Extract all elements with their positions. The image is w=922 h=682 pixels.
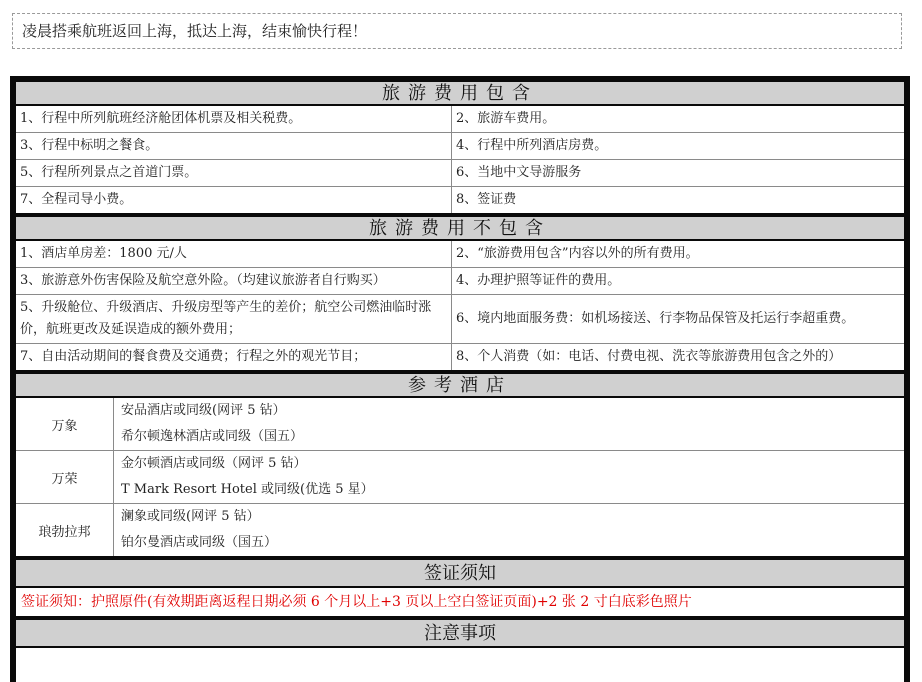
- hotel-options: [114, 398, 904, 450]
- table-row: [16, 160, 904, 187]
- excluded-item: 4、办理护照等证件的费用。: [456, 273, 621, 288]
- excluded-grid: [16, 241, 904, 370]
- included-header: 旅游费用包含: [16, 82, 904, 106]
- visa-requirements: 签证须知：护照原件(有效期距离返程日期必须 6 个月以上+3 页以上空白签证页面)+2 张 2 寸白底彩色照片: [16, 588, 904, 620]
- excluded-item: 3、旅游意外伤害保险及航空意外险。（均建议旅游者自行购买）: [16, 268, 452, 294]
- included-item: 2、旅游车费用。: [456, 111, 556, 126]
- included-item: 8、签证费: [456, 192, 517, 207]
- hotel-row: [16, 398, 904, 451]
- excluded-item: 7、自由活动期间的餐食费及交通费；行程之外的观光节目；: [16, 344, 452, 370]
- table-row: [16, 344, 904, 370]
- table-row: [16, 295, 904, 344]
- table-row: [16, 187, 904, 213]
- table-row: [16, 133, 904, 160]
- excluded-header: 旅游费用不包含: [16, 217, 904, 241]
- notes-header: 注意事项: [16, 620, 904, 648]
- hotels-grid: [16, 398, 904, 556]
- hotel-options: [114, 451, 904, 503]
- included-item: 6、当地中文导游服务: [456, 165, 582, 180]
- table-row: [16, 241, 904, 268]
- fee-table: [10, 76, 910, 682]
- included-item: 3、行程中标明之餐食。: [16, 133, 452, 159]
- hotel-option: 金尔顿酒店或同级（网评 5 钻）: [121, 456, 307, 471]
- excluded-item: 2、“旅游费用包含”内容以外的所有费用。: [456, 246, 699, 261]
- included-item: 1、行程中所列航班经济舱团体机票及相关税费。: [16, 106, 452, 132]
- visa-header: 签证须知: [16, 560, 904, 588]
- hotel-row: [16, 504, 904, 556]
- hotel-option: T Mark Resort Hotel 或同级(优选 5 星）: [121, 482, 374, 497]
- table-row: [16, 106, 904, 133]
- excluded-item: 1、酒店单房差：1800 元/人: [16, 241, 452, 267]
- hotels-header: 参考酒店: [16, 374, 904, 398]
- included-item: 5、行程所列景点之首道门票。: [16, 160, 452, 186]
- excluded-item: 6、境内地面服务费：如机场接送、行李物品保管及托运行李超重费。: [456, 311, 855, 326]
- hotel-row: [16, 451, 904, 504]
- included-grid: [16, 106, 904, 213]
- excluded-item: 8、个人消费（如：电话、付费电视、洗衣等旅游费用包含之外的）: [456, 349, 842, 364]
- hotel-option: 铂尔曼酒店或同级（国五）: [121, 535, 278, 550]
- table-row: [16, 268, 904, 295]
- excluded-item: 5、升级舱位、升级酒店、升级房型等产生的差价；航空公司燃油临时涨价，航班更改及延误造成的额外费用；: [16, 295, 452, 343]
- hotel-option: 希尔顿逸林酒店或同级（国五）: [121, 429, 304, 444]
- hotel-options: [114, 504, 904, 556]
- hotel-option: 安品酒店或同级(网评 5 钻）: [121, 403, 286, 418]
- hotel-option: 澜象或同级(网评 5 钻）: [121, 509, 260, 524]
- hotel-city: 万象: [16, 398, 114, 450]
- included-item: 7、全程司导小费。: [16, 187, 452, 213]
- hotel-city: 万荣: [16, 451, 114, 503]
- hotel-city: 琅勃拉邦: [16, 504, 114, 556]
- notes-body: [16, 648, 904, 682]
- itinerary-final-note: 凌晨搭乘航班返回上海，抵达上海，结束愉快行程！: [12, 13, 902, 49]
- included-item: 4、行程中所列酒店房费。: [456, 138, 608, 153]
